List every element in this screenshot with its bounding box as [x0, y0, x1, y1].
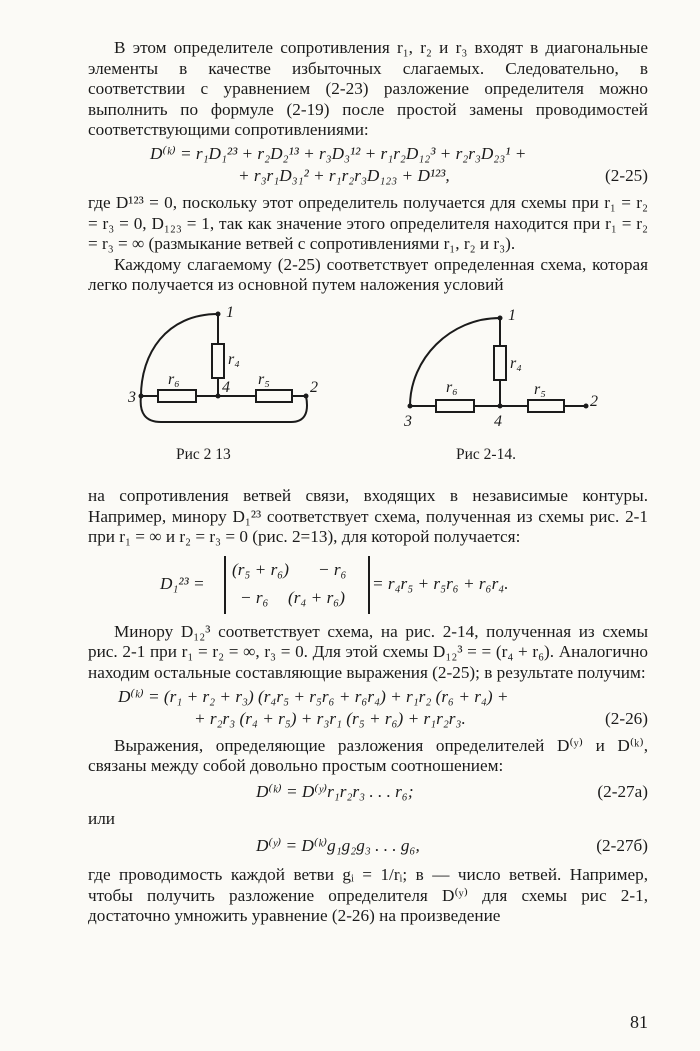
equation-text: D⁽ʸ⁾ = D⁽ᵏ⁾g₁g₂g₃ . . . g₆,: [256, 836, 420, 856]
figures-row: [88, 304, 648, 504]
resistor-r5: [256, 390, 292, 402]
node-3-label: 3: [404, 412, 412, 430]
figure-2-14-caption: Рис 2-14.: [456, 445, 516, 463]
resistor-r6: [158, 390, 196, 402]
det-lhs: D₁²³ =: [160, 573, 205, 593]
paragraph-1: В этом определителе сопротивления r₁, r₂ и r₃ входят в диагональные элементы в качестве избыточных слагаемых. Следовательно, в соответствии с уравнением (2-23) разложение определителя можно выполнить по формуле (2-19) после простой замены проводимостей соответствующими сопротивлениями:: [88, 38, 648, 140]
determinant-equation: [88, 556, 648, 616]
paragraph-4: на сопротивления ветвей связи, входящих в независимые контуры. Например, минору D₁²³ соответствует схема, полученная из схемы рис. 2-1 при r₁ = ∞ и r₂ = r₃ = 0 (рис. 2=13), для которой получается:: [88, 485, 648, 547]
equation-2-27a: [88, 781, 648, 803]
node-2-label: 2: [310, 378, 318, 396]
det-a22: (r₄ + r₆): [288, 587, 345, 607]
r5-label: r₅: [534, 380, 546, 398]
r6-label: r₆: [446, 378, 458, 396]
equation-text: D⁽ᵏ⁾ = D⁽ʸ⁾r₁r₂r₃ . . . r₆;: [256, 781, 414, 801]
det-a21: − r₆: [240, 587, 269, 607]
node-4-label: 4: [494, 412, 502, 430]
equation-text: + r₂r₃ (r₄ + r₅) + r₃r₁ (r₅ + r₆) + r₁r₂r₃.: [194, 708, 466, 728]
resistor-r6: [436, 400, 474, 412]
paragraph-3: Каждому слагаемому (2-25) соответствует определенная схема, которая легко получается из основной путем наложения условий: [88, 254, 648, 295]
equation-2-27b: [88, 835, 648, 857]
r4-label: r₄: [228, 350, 240, 368]
node-1-label: 1: [508, 306, 516, 324]
equation-text: D⁽ᵏ⁾ = (r₁ + r₂ + r₃) (r₄r₅ + r₅r₆ + r₆r₄) + r₁r₂ (r₆ + r₄) +: [118, 686, 509, 706]
determinant-matrix: [224, 556, 370, 614]
det-a12: − r₆: [318, 559, 347, 579]
resistor-r4: [212, 344, 224, 378]
r6-label: r₆: [168, 370, 180, 388]
equation-2-26-line2: [88, 708, 648, 730]
equation-number: (2-25): [605, 165, 648, 185]
paragraph-7: где проводимость каждой ветви gᵢ = 1/rᵢ; в — число ветвей. Например, чтобы получить разложение определителя D⁽ʸ⁾ для схемы рис 2-1, достаточно умножить уравнение (2-26) на произведение: [88, 865, 648, 926]
or-word: или: [88, 808, 115, 828]
figure-2-13: [106, 304, 326, 454]
paragraph-6: Выражения, определяющие разложения определителей D⁽ʸ⁾ и D⁽ᵏ⁾, связаны между собой довольно простым соотношением:: [88, 735, 648, 776]
paragraph-2: где D¹²³ = 0, поскольку этот определитель получается для схемы при r₁ = r₂ = r₃ = 0, D₁₂₃ = 1, так как значение этого определителя находится при r₁ = r₂ = r₃ = ∞ (размыкание ветвей с сопротивлениями r₁, r₂ и r₃).: [88, 192, 648, 254]
resistor-r4: [494, 346, 506, 380]
equation-2-26-line1: [88, 686, 648, 708]
node-3-label: 3: [128, 388, 136, 406]
page-content: [88, 38, 648, 927]
node-1-label: 1: [226, 303, 234, 321]
figure-2-13-caption: Рис 2 13: [176, 445, 231, 463]
r5-label: r₅: [258, 370, 270, 388]
equation-text: D⁽ᵏ⁾ = r₁D₁²³ + r₂D₂¹³ + r₃D₃¹² + r₁r₂D₁₂³ + r₂r₃D₂₃¹ +: [150, 143, 527, 163]
equation-2-25-line2: [88, 165, 648, 187]
equation-number: (2-26): [605, 708, 648, 728]
bottom-wire: [141, 396, 307, 422]
r4-label: r₄: [510, 354, 522, 372]
node-2-label: 2: [590, 392, 598, 410]
node-4-label: 4: [222, 378, 230, 396]
figure-2-14: [388, 304, 608, 454]
resistor-r5: [528, 400, 564, 412]
equation-2-25-line1: [88, 143, 648, 165]
equation-number: (2-27б): [596, 836, 648, 856]
det-rhs: = r₄r₅ + r₅r₆ + r₆r₄.: [372, 573, 509, 593]
paragraph-5: Минору D₁₂³ соответствует схема, на рис. 2-14, полученная из схемы рис. 2-1 при r₁ = r₂ = ∞, r₃ = 0. Для этой схемы D₁₂³ = = (r₄ + r₆). Аналогично находим остальные составляющие выражения (2-25); в результате получим:: [88, 621, 648, 682]
page-number: 81: [630, 1012, 648, 1032]
equation-number: (2-27а): [597, 781, 648, 801]
equation-text: + r₃r₁D₃₁² + r₁r₂r₃D₁₂₃ + D¹²³,: [238, 165, 450, 185]
det-a11: (r₅ + r₆): [232, 559, 289, 579]
